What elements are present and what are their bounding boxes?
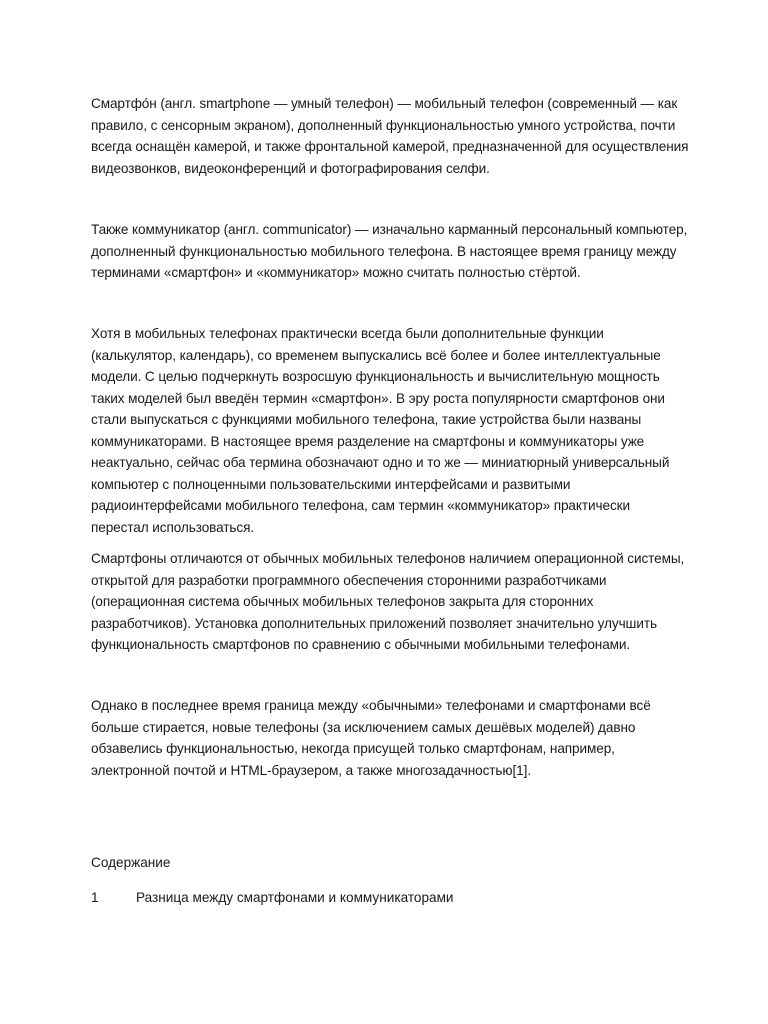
paragraph-communicator: Также коммуникатор (англ. communicator) — изначально карманный персональный компьютер, дополненный функциональностью мобильного телефона. В настоящее время границу между терминами «смартфон» и «коммуникатор» можно считать полностью стёртой.	[91, 222, 688, 280]
paragraph-definition: Смартфо́н (англ. smartphone — умный телефон) — мобильный телефон (современный — как правило, с сенсорным экраном), дополненный функциональностью умного устройства, почти всегда оснащён камерой, и также фронтальной камерой, предназначенной для осуществления видеозвонков, видеоконференций и фотографирования селфи.	[91, 96, 689, 176]
toc-heading: Содержание	[91, 855, 171, 870]
paragraph-os-difference: Смартфоны отличаются от обычных мобильных телефонов наличием операционной системы, открытой для разработки программного обеспечения сторонними разработчиками (операционная система обычных мобильных телефонов закрыта для сторонних разработчиков). Установка дополнительных приложений позволяет значительно улучшить функциональность смартфонов по сравнению с обычными мобильными телефонами.	[91, 551, 685, 652]
toc-item-title: Разница между смартфонами и коммуникаторами	[136, 890, 454, 905]
toc-item-number: 1	[91, 890, 99, 905]
paragraph-boundary: Однако в последнее время граница между «обычными» телефонами и смартфонами всё больше стирается, новые телефоны (за исключением самых дешёвых моделей) давно обзавелись функциональностью, некогда присущей только смартфонам, например, электронной почтой и HTML-браузером, а также многозадачностью[1].	[91, 698, 651, 778]
paragraph-history: Хотя в мобильных телефонах практически всегда были дополнительные функции (калькулятор, календарь), со временем выпускались всё более и более интеллектуальные модели. С целью подчеркнуть возросшую функциональность и вычислительную мощность таких моделей был введён термин «смартфон». В эру роста популярности смартфонов они стали выпускаться с функциями мобильного телефона, такие устройства были названы коммуникаторами. В настоящее время разделение на смартфоны и коммуникаторы уже неактуально, сейчас оба термина обозначают одно и то же — миниатюрный универсальный компьютер с полноценными пользовательскими интерфейсами и развитыми радиоинтерфейсами мобильного телефона, сам термин «коммуникатор» практически перестал использоваться.	[91, 326, 670, 535]
